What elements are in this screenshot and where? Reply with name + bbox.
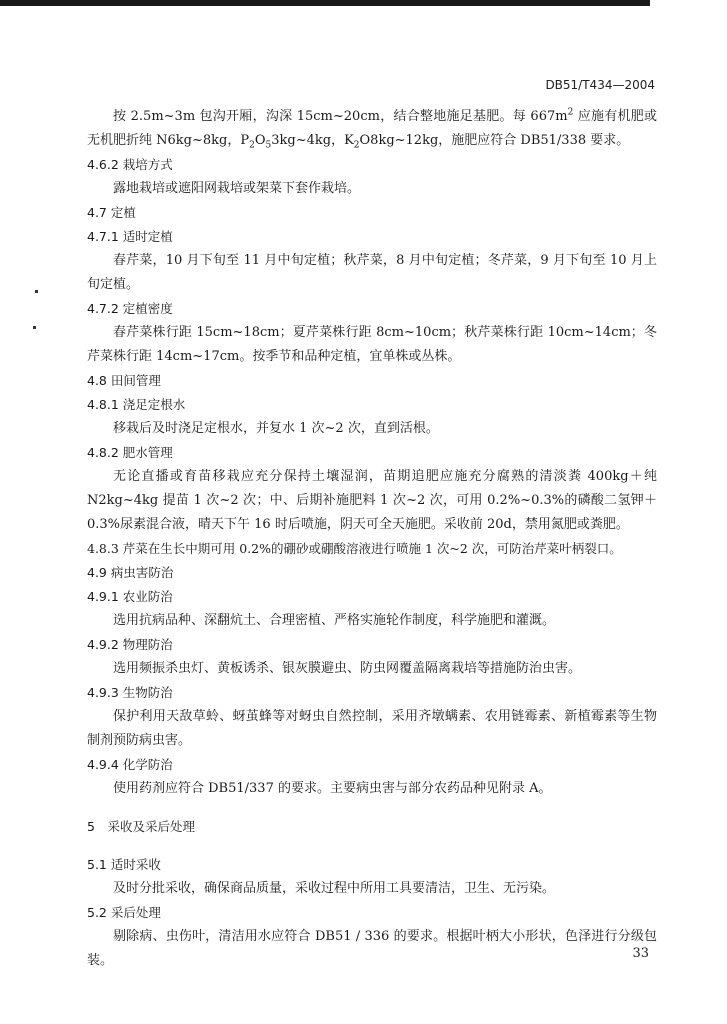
section-heading: 5.2 采后处理 bbox=[87, 905, 161, 920]
page-number: 33 bbox=[632, 946, 649, 961]
section-heading: 4.8 田间管理 bbox=[87, 373, 161, 388]
paragraph: 选用频振杀虫灯、黄板诱杀、银灰膜避虫、防虫网覆盖隔离栽培等措施防治虫害。 bbox=[113, 661, 582, 676]
scan-speck bbox=[35, 290, 38, 293]
paragraph: 露地栽培或遮阳网栽培或架菜下套作栽培。 bbox=[113, 181, 361, 196]
section-heading: 4.9.1 农业防治 bbox=[87, 589, 173, 604]
paragraph: 春芹菜，10 月下旬至 11 月中旬定植；秋芹菜，8 月中旬定植；冬芹菜，9 月下旬至 10 月上旬定植。 bbox=[87, 253, 657, 292]
paragraph: 使用药剂应符合 DB51/337 的要求。主要病虫害与部分农药品种见附录 A。 bbox=[113, 781, 552, 796]
section-heading: 5.1 适时采收 bbox=[87, 857, 161, 872]
top-border-rule bbox=[0, 0, 650, 6]
section-heading: 4.7.2 定植密度 bbox=[87, 301, 173, 316]
section-heading: 4.7.1 适时定植 bbox=[87, 229, 173, 244]
paragraph-483: 4.8.3 芹菜在生长中期可用 0.2%的硼砂或硼酸溶液进行喷施 1 次~2 次，可防治芹菜叶柄裂口。 bbox=[87, 541, 622, 556]
section-heading: 4.8.2 肥水管理 bbox=[87, 445, 173, 460]
paragraph: 及时分批采收，确保商品质量，采收过程中所用工具要清洁，卫生、无污染。 bbox=[113, 881, 556, 896]
chapter-heading: 5 采收及采后处理 bbox=[87, 819, 195, 834]
paragraph: 无论直播或育苗移栽应充分保持土壤湿润，苗期追肥应施充分腐熟的清淡粪 400kg＋纯 N2kg~4kg 提苗 1 次~2 次；中、后期补施肥料 1 次~2 次，可用 0.2%~0.3%的磷酸二氢钾＋0.3%尿素混合液，晴天下午 16 时后喷施，阴天可全天施肥。采收前 20d，禁用氮肥或粪肥。 bbox=[87, 469, 657, 532]
paragraph: 选用抗病品种、深翻炕土、合理密植、严格实施轮作制度，科学施肥和灌溉。 bbox=[113, 613, 556, 628]
section-heading: 4.9 病虫害防治 bbox=[87, 565, 174, 580]
paragraph: 剔除病、虫伤叶，清洁用水应符合 DB51 / 336 的要求。根据叶柄大小形状，色泽进行分级包装。 bbox=[87, 929, 657, 968]
section-heading: 4.8.1 浇足定根水 bbox=[87, 397, 186, 412]
document-code: DB51/T434—2004 bbox=[545, 78, 655, 92]
document-body bbox=[87, 105, 657, 973]
section-heading: 4.6.2 栽培方式 bbox=[87, 157, 173, 172]
scan-speck bbox=[33, 326, 36, 329]
section-heading: 4.9.4 化学防治 bbox=[87, 757, 173, 772]
paragraph: 保护利用天敌草蛉、蚜茧蜂等对蚜虫自然控制，采用齐墩螨素、农用链霉素、新植霉素等生物制剂预防病虫害。 bbox=[87, 709, 657, 748]
paragraph: 春芹菜株行距 15cm~18cm；夏芹菜株行距 8cm~10cm；秋芹菜株行距 10cm~14cm；冬芹菜株行距 14cm~17cm。按季节和品种定植，宜单株或丛株。 bbox=[87, 325, 657, 364]
paragraph: 移栽后及时浇足定根水，并复水 1 次~2 次，直到活根。 bbox=[113, 421, 439, 436]
section-heading: 4.9.3 生物防治 bbox=[87, 685, 173, 700]
paragraph-fertilizer: 按 2.5m~3m 包沟开厢，沟深 15cm~20cm，结合整地施足基肥。每 $667m^2$ 应施有机肥或无机肥折纯 N6kg~8kg，$P_2O_53kg\sim 4kg$，$K_2O8kg\sim 12kg$，施肥应符合 DB51/338 要求。 bbox=[87, 107, 657, 151]
section-heading: 4.7 定植 bbox=[87, 205, 136, 220]
section-heading: 4.9.2 物理防治 bbox=[87, 637, 173, 652]
